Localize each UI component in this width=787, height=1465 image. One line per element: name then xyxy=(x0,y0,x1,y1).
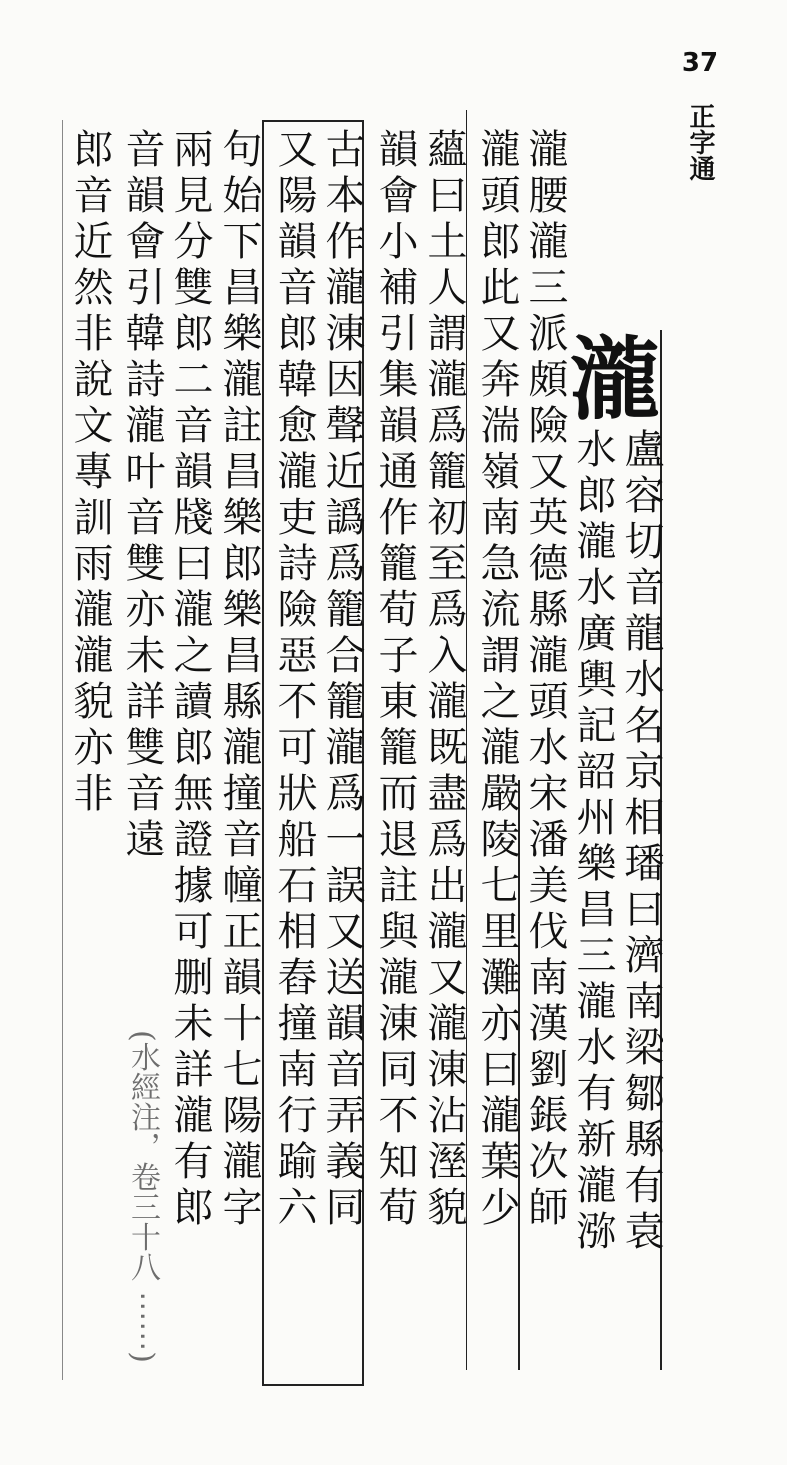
headword: 瀧 xyxy=(570,327,660,433)
text-column-8: 古本作瀧涷因聲近譌爲籠合籠瀧爲一誤又送韻音弄義同 xyxy=(319,128,365,1232)
text-column-4: 瀧腰瀧三派頗險又英德縣瀧頭水宋潘美伐南漢劉鋹次師 xyxy=(522,128,568,1232)
text-column-12: 音韻會引韓詩瀧叶音雙亦未詳雙音遠 xyxy=(119,128,165,864)
handwritten-margin-note: (水經注，卷三十八 ⋯⋯) xyxy=(125,1030,160,1363)
column-divider xyxy=(62,120,63,1380)
text-column-13: 郎音近然非說文專訓雨瀧瀧貌亦非 xyxy=(67,128,113,818)
text-column-10: 句始下昌樂瀧註昌樂郎樂昌縣瀧撞音幢正韻十七陽瀧字 xyxy=(216,128,262,1232)
text-column-9: 又陽韻音郎韓愈瀧吏詩險惡不可狀船石相舂撞南行踰六 xyxy=(271,128,317,1232)
text-column-5: 瀧頭郎此又奔湍嶺南急流謂之瀧嚴陵七里灘亦曰瀧葉少 xyxy=(474,128,520,1232)
text-column-7: 韻會小補引集韻通作籠荀子東籠而退註與瀧涷同不知荀 xyxy=(372,128,418,1232)
page-number: 37 xyxy=(681,48,719,78)
text-column-3: 水郎瀧水廣輿記韶州樂昌三瀧水有新瀧㳽 xyxy=(570,428,616,1256)
text-column-1: 盧容切音龍水名京相璠曰濟南梁鄒縣有袁 xyxy=(618,428,664,1256)
text-column-6: 蘊曰土人謂瀧爲籠初至爲入瀧既盡爲出瀧又瀧涷沾溼貌 xyxy=(421,128,467,1232)
book-title: 正字通 xyxy=(685,103,715,181)
page-header xyxy=(672,48,728,228)
text-column-11: 兩見分雙郎二音韻牋曰瀧之讀郎無證據可删未詳瀧有郎 xyxy=(167,128,213,1232)
